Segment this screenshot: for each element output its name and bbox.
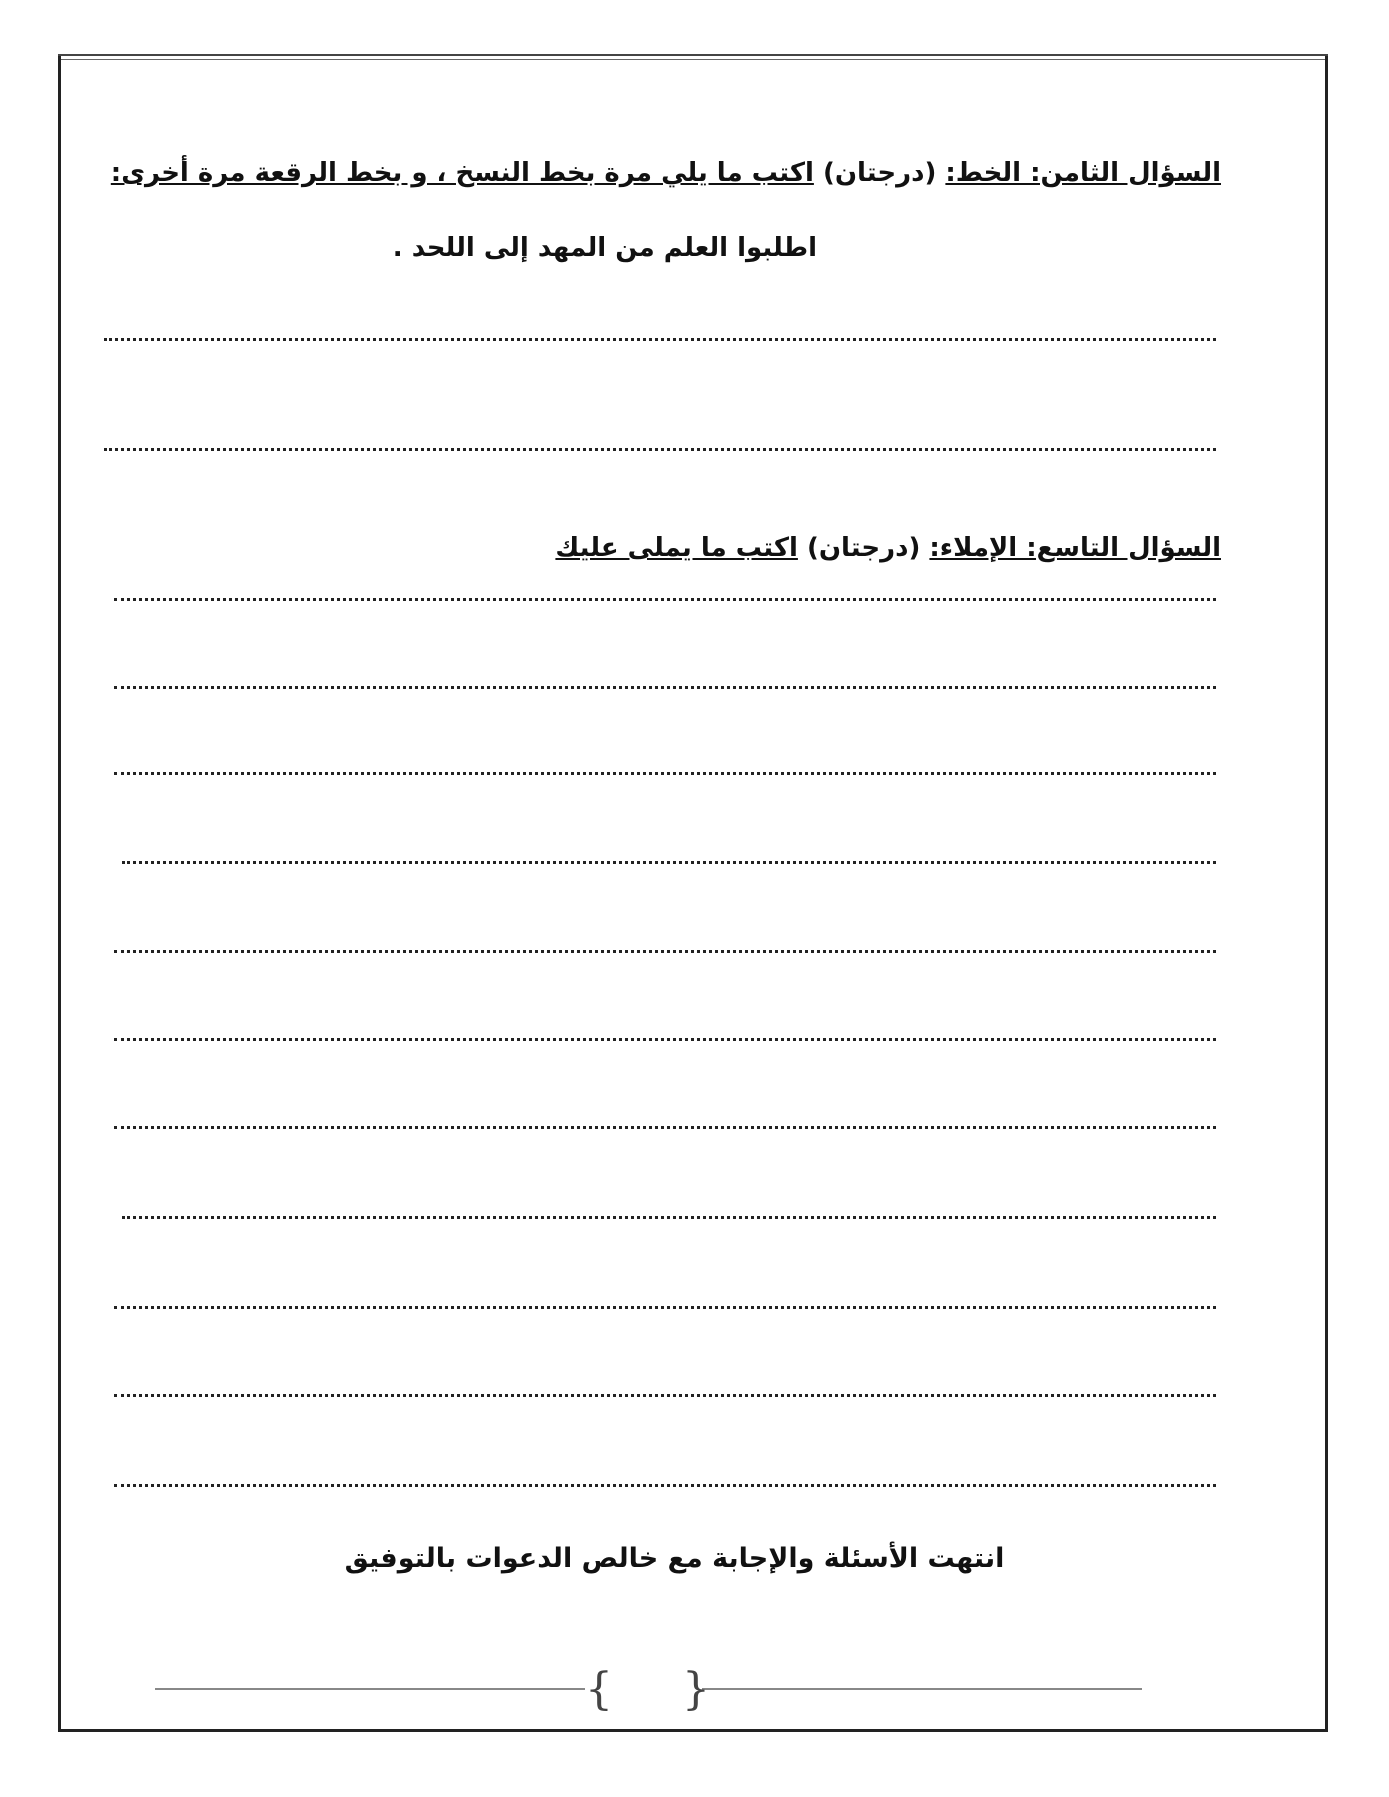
q9-answer-line-7[interactable] <box>114 1126 1216 1129</box>
q9-answer-line-4[interactable] <box>122 861 1216 864</box>
q8-answer-line-2[interactable] <box>104 448 1216 451</box>
q9-answer-line-3[interactable] <box>114 772 1216 775</box>
footer-right-rule <box>702 1688 1142 1690</box>
q9-instruction: اكتب ما يملى عليك <box>555 533 798 563</box>
q8-heading <box>111 158 1221 188</box>
q9-answer-line-8[interactable] <box>122 1216 1216 1219</box>
page-frame <box>58 56 1328 1732</box>
closing-message: انتهت الأسئلة والإجابة مع خالص الدعوات بالتوفيق <box>344 1543 1005 1574</box>
q9-answer-line-2[interactable] <box>114 686 1216 689</box>
q9-answer-line-11[interactable] <box>114 1484 1216 1487</box>
q8-marks: (درجتان) <box>813 158 946 188</box>
q9-heading <box>555 533 1221 563</box>
q8-answer-line-1[interactable] <box>104 338 1216 341</box>
q8-sentence: اطلبوا العلم من المهد إلى اللحد . <box>392 233 817 263</box>
q9-title: السؤال التاسع: الإملاء: <box>929 533 1221 563</box>
q9-answer-line-5[interactable] <box>114 950 1216 953</box>
q9-answer-line-6[interactable] <box>114 1038 1216 1041</box>
footer-left-rule <box>155 1688 585 1690</box>
q9-answer-line-1[interactable] <box>114 598 1216 601</box>
q9-marks: (درجتان) <box>797 533 930 563</box>
q9-answer-line-10[interactable] <box>114 1394 1216 1397</box>
q8-title: السؤال الثامن: الخط: <box>945 158 1221 188</box>
q8-instruction: اكتب ما يلي مرة بخط النسخ ، و بخط الرقعة مرة أخرى: <box>110 158 814 188</box>
footer-bracket-left: { <box>585 1664 613 1715</box>
footer-bracket-right: } <box>682 1664 710 1715</box>
q9-answer-line-9[interactable] <box>114 1306 1216 1309</box>
